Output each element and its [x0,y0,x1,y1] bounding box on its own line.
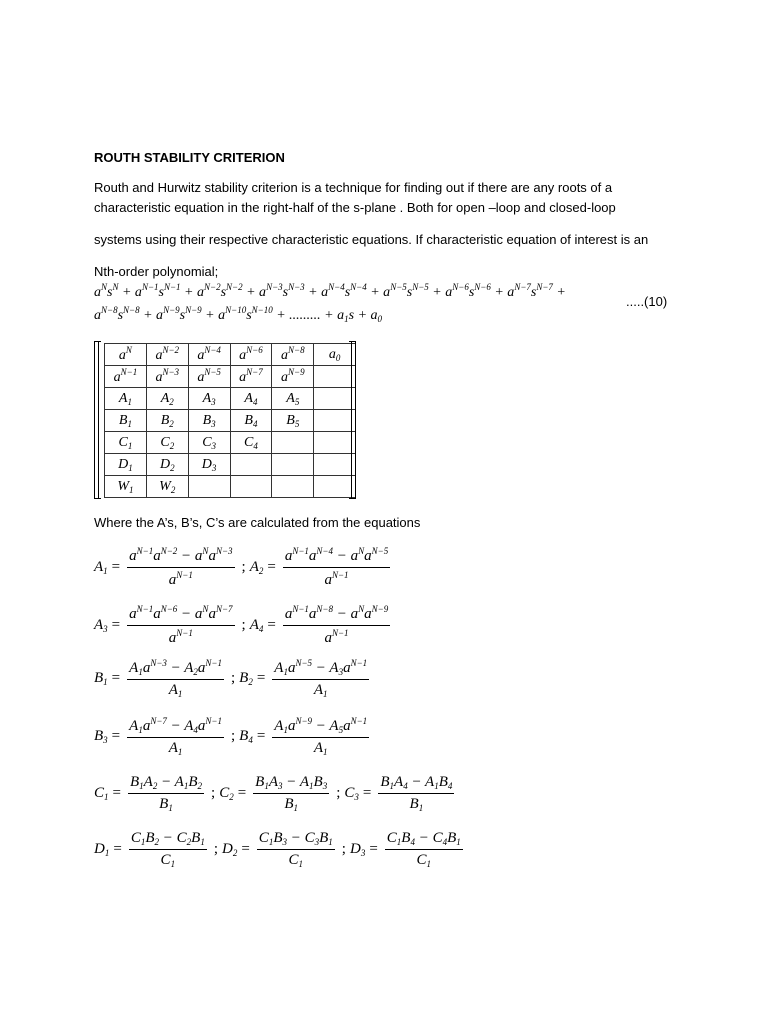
routh-row [105,388,356,410]
paragraph-line-1: Routh and Hurwitz stability criterion is a technique for finding out if there are any roots of a [94,180,613,195]
equation-b3-b4: $B_3$ = $\frac{A_1a^{N-7} - A_4a^{N-1}}{A_1}$ ; $B_4$ = $\frac{A_1a^{N-9} - A_5a^{N-1}}{A_1}$ [94,716,368,757]
routh-cell: $A_1$ [105,388,147,410]
routh-cell: $A_2$ [146,388,188,410]
routh-cell [188,476,230,498]
routh-cell: $a^{N-5}$ [188,366,230,388]
routh-cell: $A_5$ [272,388,314,410]
routh-cell [272,432,314,454]
routh-cell: $C_4$ [230,432,272,454]
routh-cell: $W_1$ [105,476,147,498]
routh-cell: $B_1$ [105,410,147,432]
routh-cell: $A_4$ [230,388,272,410]
routh-cell [230,454,272,476]
routh-cell: $a^{N-7}$ [230,366,272,388]
paragraph-line-3: systems using their respective characteristic equations. If characteristic equation of interest is an [94,232,649,247]
routh-cell [272,476,314,498]
routh-cell: $a^{N-9}$ [272,366,314,388]
routh-row [105,476,356,498]
routh-cell: $a^{N-1}$ [105,366,147,388]
polynomial-line-2: $a^{N-8}s^{N-8} + a^{N-9}s^{N-9} + a^{N-10}s^{N-10}$ + ......... + $a_1s + a_0$ [94,305,383,324]
routh-cell: $D_1$ [105,454,147,476]
routh-cell: $D_2$ [146,454,188,476]
routh-table [104,343,356,498]
left-bracket [94,341,101,499]
routh-cell: $B_3$ [188,410,230,432]
paragraph-line-2: characteristic equation in the right-half of the s-plane . Both for open –loop and closed-loop [94,200,616,215]
routh-cell [230,476,272,498]
routh-cell: $A_3$ [188,388,230,410]
right-bracket [349,341,356,499]
routh-cell: $C_1$ [105,432,147,454]
polynomial-line-1: $a^Ns^N + a^{N-1}s^{N-1} + a^{N-2}s^{N-2} + a^{N-3}s^{N-3} + a^{N-4}s^{N-4} + a^{N-5}s^{N-5} + a^{N-6}s^{N-6} + a^{N-7}s^{N-7}$ + [94,282,566,300]
equation-number: .....(10) [626,294,668,309]
routh-cell: $a^{N-8}$ [272,344,314,366]
routh-cell: $a_0$ [314,344,356,366]
routh-cell: $B_2$ [146,410,188,432]
page-title: ROUTH STABILITY CRITERION [94,150,285,165]
routh-row [105,366,356,388]
routh-cell: $D_3$ [188,454,230,476]
routh-cell: $C_2$ [146,432,188,454]
equation-b1-b2: $B_1$ = $\frac{A_1a^{N-3} - A_2a^{N-1}}{A_1}$ ; $B_2$ = $\frac{A_1a^{N-5} - A_3a^{N-1}}{A_1}$ [94,658,368,699]
routh-row [105,454,356,476]
equation-a3-a4: $A_3$ = $\frac{a^{N-1}a^{N-6} - a^Na^{N-7}}{a^{N-1}}$ ; $A_4$ = $\frac{a^{N-1}a^{N-8} - a^Na^{N-9}}{a^{N-1}}$ [94,604,389,646]
routh-cell: $W_2$ [146,476,188,498]
routh-cell: $a^N$ [105,344,147,366]
routh-row [105,432,356,454]
routh-cell: $a^{N-6}$ [230,344,272,366]
routh-row [105,410,356,432]
routh-cell: $a^{N-4}$ [188,344,230,366]
routh-cell: $B_5$ [272,410,314,432]
where-text: Where the A’s, B’s, C’s are calculated from the equations [94,515,421,530]
routh-cell: $B_4$ [230,410,272,432]
equation-c1-c2-c3: $C_1$ = $\frac{B_1A_2 - A_1B_2}{B_1}$ ; $C_2$ = $\frac{B_1A_3 - A_1B_3}{B_1}$ ; $C_3$ = $\frac{B_1A_4 - A_1B_4}{B_1}$ [94,774,453,813]
routh-row [105,344,356,366]
routh-cell: $a^{N-3}$ [146,366,188,388]
routh-array [94,341,356,497]
routh-cell [272,454,314,476]
routh-cell: $C_3$ [188,432,230,454]
equation-d1-d2-d3: $D_1$ = $\frac{C_1B_2 - C_2B_1}{C_1}$ ; $D_2$ = $\frac{C_1B_3 - C_3B_1}{C_1}$ ; $D_3$ = $\frac{C_1B_4 - C_4B_1}{C_1}$ [94,830,461,869]
equation-a1-a2: $A_1$ = $\frac{a^{N-1}a^{N-2} - a^Na^{N-3}}{a^{N-1}}$ ; $A_2$ = $\frac{a^{N-1}a^{N-4} - a^Na^{N-5}}{a^{N-1}}$ [94,546,389,588]
paragraph-line-4: Nth-order polynomial; [94,264,219,279]
routh-cell: $a^{N-2}$ [146,344,188,366]
